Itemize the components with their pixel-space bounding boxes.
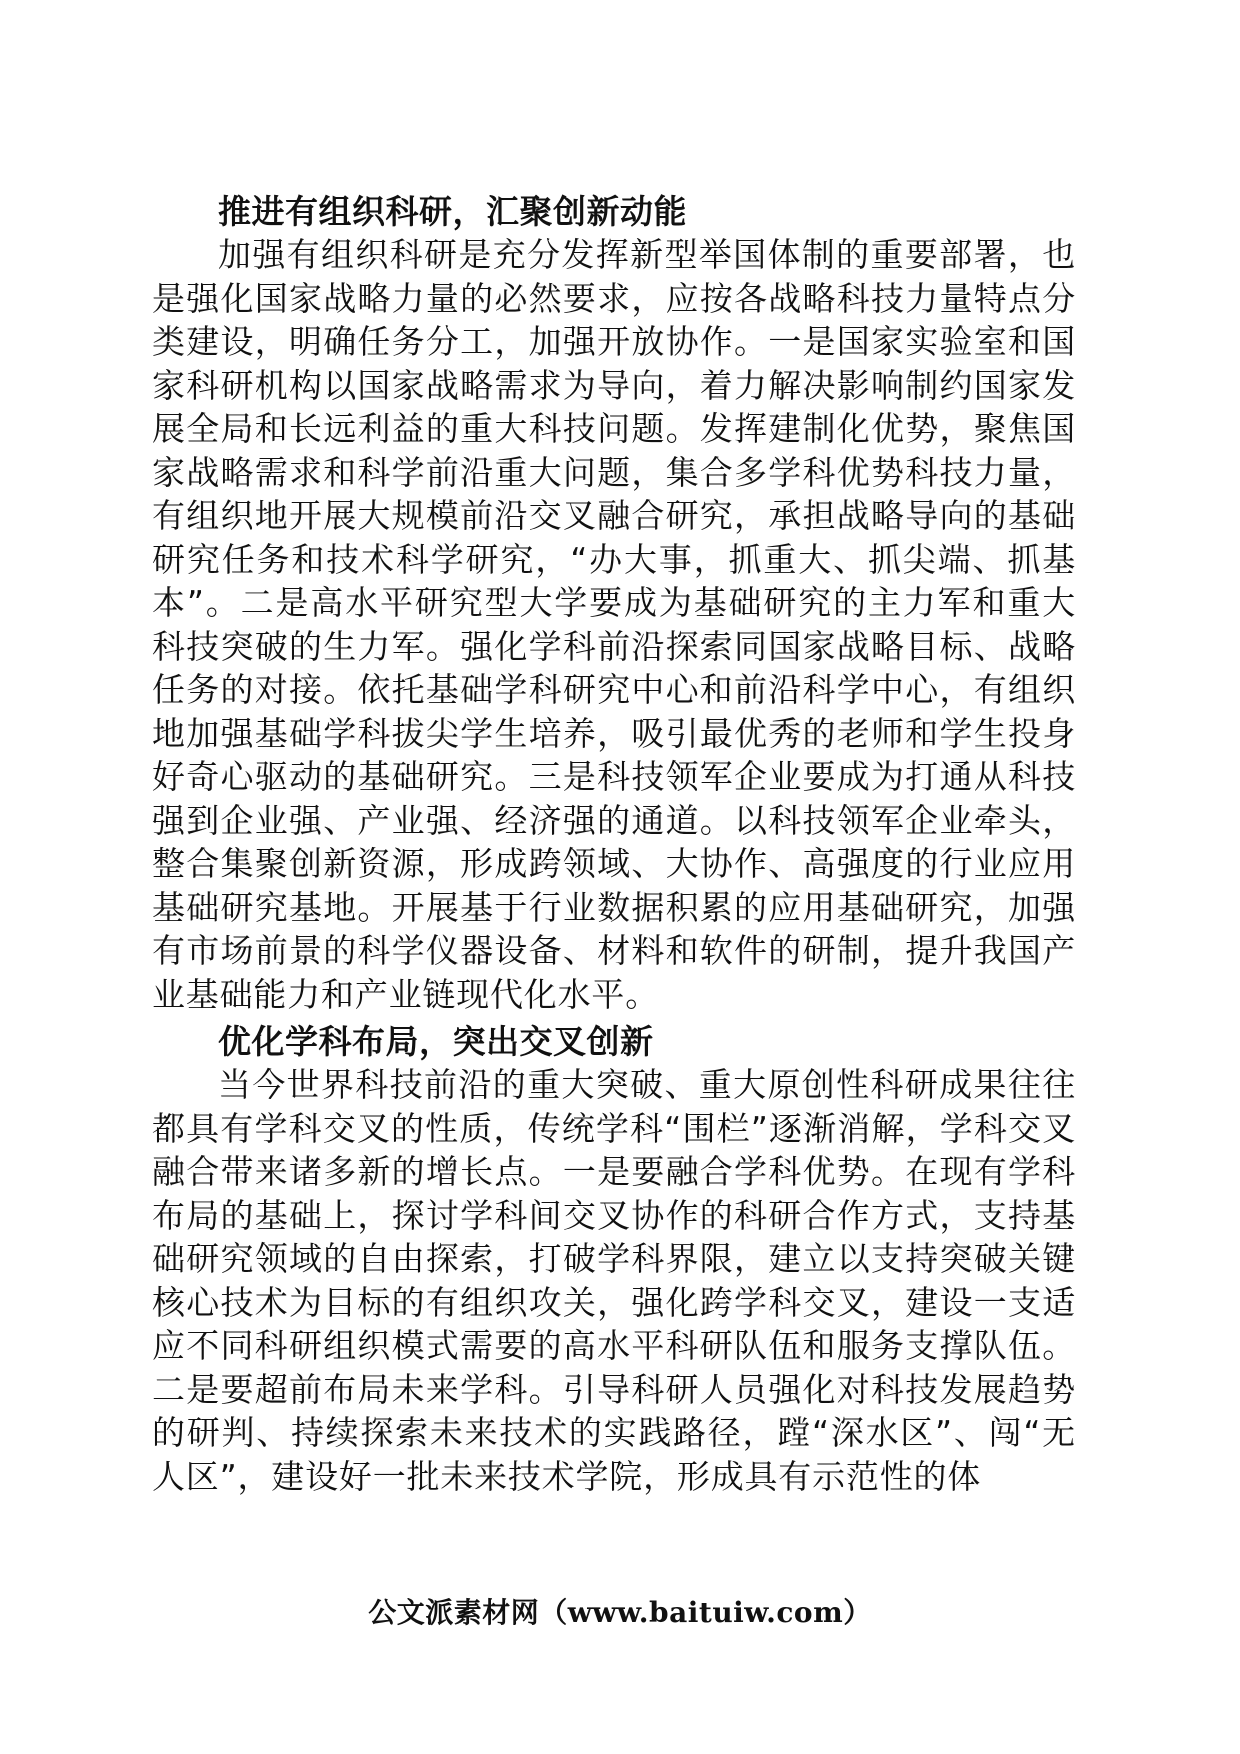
body-paragraph: 当今世界科技前沿的重大突破、重大原创性科研成果往往都具有学科交叉的性质，传统学科“围栏”逐渐消解，学科交叉融合带来诸多新的增长点。一是要融合学科优势。在现有学科布局的基础上，探讨学科间交叉协作的科研合作方式，支持基础研究领域的自由探索，打破学科界限，建立以支持突破关键核心技术为目标的有组织攻关，强化跨学科交叉，建设一支适应不同科研组织模式需要的高水平科研队伍和服务支撑队伍。二是要超前布局未来学科。引导科研人员强化对科技发展趋势的研判、持续探索未来技术的实践路径，蹚“深水区”、闯“无人区”，建设好一批未来技术学院，形成具有示范性的体 — [152, 1065, 1076, 1496]
document-body — [152, 190, 1076, 1498]
watermark-footer: 公文派素材网（www.baituiw.com） — [368, 1596, 872, 1629]
section-heading: 优化学科布局，突出交叉创新 — [218, 1022, 654, 1061]
body-paragraph: 加强有组织科研是充分发挥新型举国体制的重要部署，也是强化国家战略力量的必然要求，应按各战略科技力量特点分类建设，明确任务分工，加强开放协作。一是国家实验室和国家科研机构以国家战略需求为导向，着力解决影响制约国家发展全局和长远利益的重大科技问题。发挥建制化优势，聚焦国家战略需求和科学前沿重大问题，集合多学科优势科技力量，有组织地开展大规模前沿交叉融合研究，承担战略导向的基础研究任务和技术科学研究，“办大事，抓重大、抓尖端、抓基本”。二是高水平研究型大学要成为基础研究的主力军和重大科技突破的生力军。强化学科前沿探索同国家战略目标、战略任务的对接。依托基础学科研究中心和前沿科学中心，有组织地加强基础学科拔尖学生培养，吸引最优秀的老师和学生投身好奇心驱动的基础研究。三是科技领军企业要成为打通从科技强到企业强、产业强、经济强的通道。以科技领军企业牵头，整合集聚创新资源，形成跨领域、大协作、高强度的行业应用基础研究基地。开展基于行业数据积累的应用基础研究，加强有市场前景的科学仪器设备、材料和软件的研制，提升我国产业基础能力和产业链现代化水平。 — [152, 235, 1076, 1014]
section-heading: 推进有组织科研，汇聚创新动能 — [218, 192, 687, 231]
